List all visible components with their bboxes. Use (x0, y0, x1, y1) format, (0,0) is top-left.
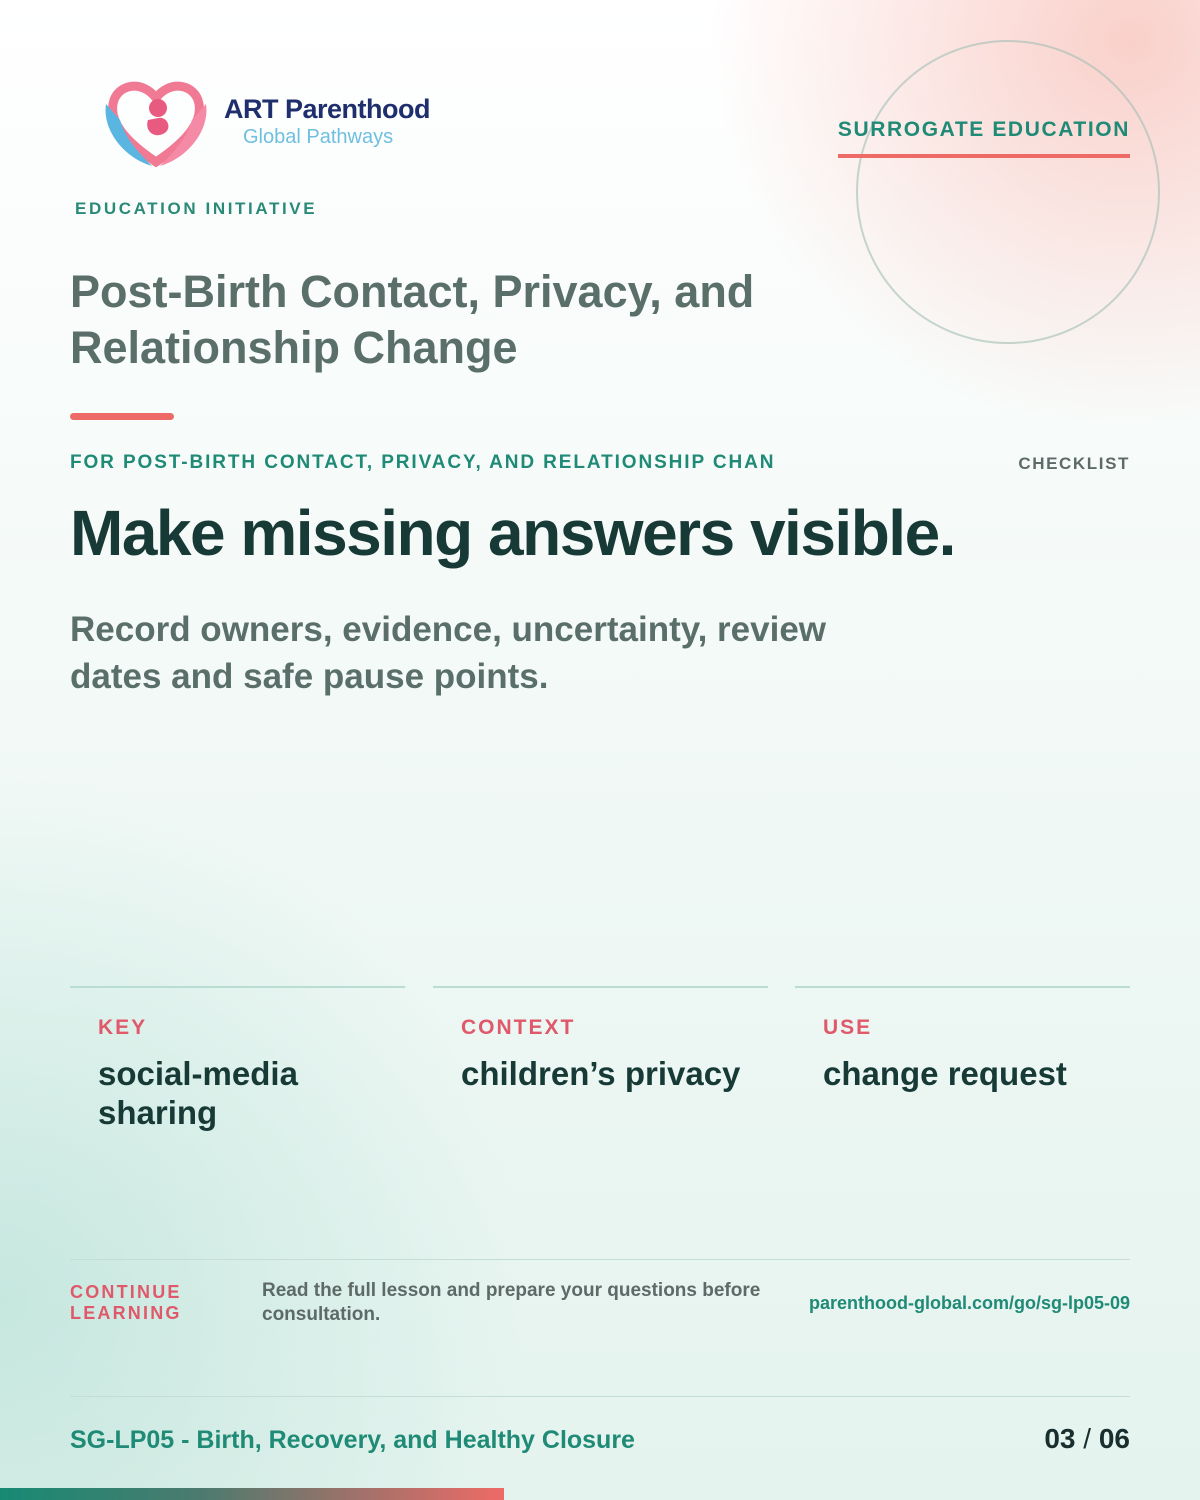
progress-fill (0, 1488, 504, 1500)
brand-logo (100, 74, 440, 170)
initiative-label: EDUCATION INITIATIVE (75, 199, 318, 218)
headline: Make missing answers visible. (70, 497, 955, 569)
heart-hands-baby-icon (100, 74, 212, 170)
cta-divider-top (70, 1259, 1130, 1260)
info-value: social-media sharing (98, 1055, 298, 1131)
cta-text: Read the full lesson and prepare your questions before consultation. (262, 1280, 761, 1325)
accent-bar (70, 413, 174, 420)
progress-bar (0, 1488, 1200, 1500)
brand-tagline: Global Pathways (243, 126, 394, 148)
footer-divider (70, 1396, 1130, 1397)
section-label: FOR POST-BIRTH CONTACT, PRIVACY, AND RELATIONSHIP CHAN (70, 452, 776, 473)
lesson-link[interactable]: parenthood-global.com/go/sg-lp05-09 (808, 1293, 1130, 1313)
info-value: change request (823, 1055, 1067, 1092)
type-label: CHECKLIST (1018, 454, 1130, 473)
decorative-circle (856, 40, 1160, 344)
info-value: children’s privacy (461, 1055, 741, 1092)
category-tag: SURROGATE EDUCATION (838, 118, 1130, 158)
course-name: SG-LP05 - Birth, Recovery, and Healthy Closure (70, 1426, 635, 1454)
info-card-key (70, 986, 405, 1168)
brand-name: ART Parenthood (224, 94, 430, 124)
page-separator: / (1075, 1423, 1099, 1454)
info-label: CONTEXT (461, 1016, 576, 1039)
info-card-context (433, 986, 768, 1168)
page-counter (1044, 1423, 1130, 1455)
info-label: KEY (98, 1016, 148, 1039)
lesson-title: Post-Birth Contact, Privacy, and Relationship Change (70, 266, 755, 373)
info-card-use (795, 986, 1130, 1168)
page-current: 03 (1044, 1423, 1076, 1454)
cta-label: CONTINUE LEARNING (70, 1282, 182, 1323)
info-label: USE (823, 1016, 873, 1039)
subheadline: Record owners, evidence, uncertainty, review dates and safe pause points. (70, 610, 827, 696)
page-total: 06 (1098, 1423, 1130, 1454)
